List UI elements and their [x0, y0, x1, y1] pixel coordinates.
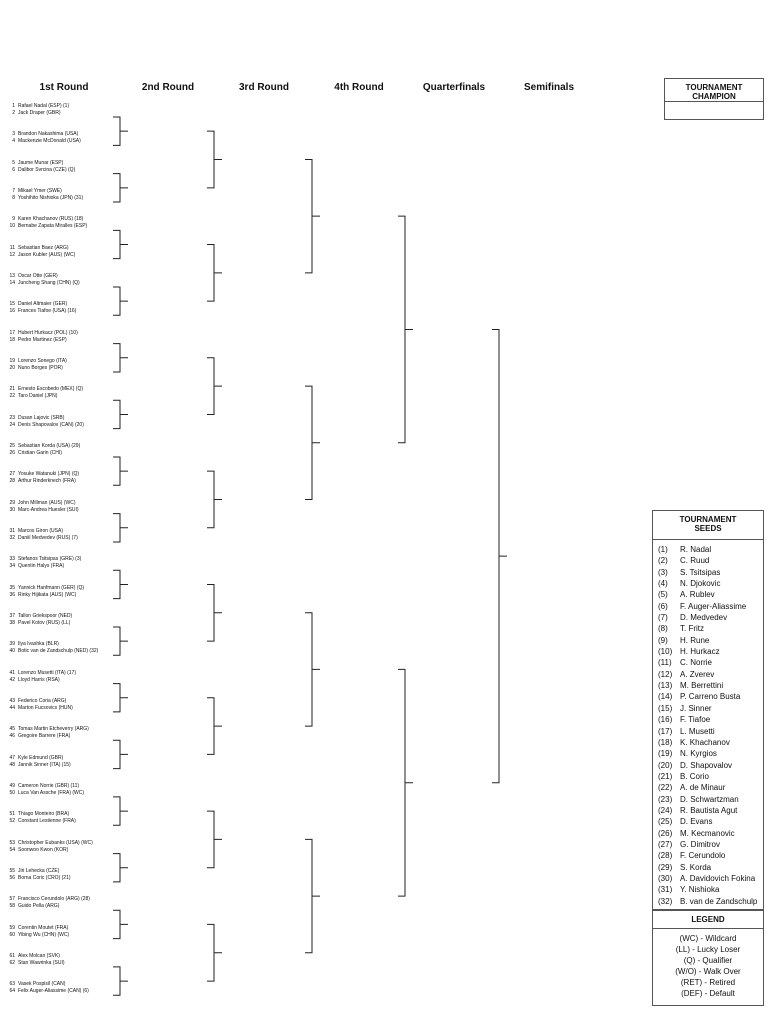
seed-player: K. Khachanov [680, 737, 730, 747]
draw-position: 42 [9, 676, 15, 683]
seed-row [653, 782, 763, 793]
seed-list [653, 540, 763, 907]
seed-player: M. Berrettini [680, 681, 724, 691]
player-name: Tallon Griekspoor (NED) [18, 612, 73, 619]
player-name: Yannick Hanfmann (GER) (Q) [18, 584, 85, 591]
draw-position: 36 [9, 591, 15, 598]
player-name: Yosuke Watanuki (JPN) (Q) [18, 471, 80, 478]
seed-row [653, 635, 763, 646]
round-header-semifinals: Semifinals [523, 82, 575, 93]
legend-item: (WC) - Wildcard [679, 934, 737, 943]
bracket-connector-r1 [113, 740, 128, 768]
bracket-connector-r1 [113, 854, 128, 882]
bracket-connector-r2 [207, 584, 222, 641]
draw-position: 35 [9, 584, 15, 591]
draw-position: 27 [9, 471, 15, 478]
seed-player: D. Evans [680, 817, 713, 827]
bracket-connector-r1 [113, 344, 128, 372]
draw-position: 38 [9, 619, 15, 626]
seed-row [653, 714, 763, 725]
player-name: Corentin Moutet (FRA) [18, 924, 69, 931]
player-name: Alex Molcan (SVK) [18, 952, 60, 959]
draw-position: 15 [9, 301, 15, 308]
draw-position: 47 [9, 754, 15, 761]
seed-player: R. Nadal [680, 545, 712, 554]
seed-number: (13) [658, 681, 673, 691]
seed-number: (19) [658, 749, 673, 759]
seed-player: C. Ruud [680, 556, 710, 566]
player-name: Marcos Giron (USA) [18, 527, 64, 534]
player-name: Stan Wawrinka (SUI) [18, 959, 65, 966]
seed-player: B. Corio [680, 771, 709, 781]
seed-player: R. Bautista Agut [680, 805, 738, 815]
seed-row [653, 862, 763, 873]
player-name: Federico Coria (ARG) [18, 697, 67, 704]
seed-player: N. Djokovic [680, 579, 721, 589]
player-name: Marton Fucsovics (HUN) [18, 704, 73, 711]
player-name: Cristian Garin (CHI) [18, 449, 62, 456]
round-header-2: 2nd Round [141, 82, 195, 93]
seed-row [653, 646, 763, 657]
seed-number: (3) [658, 567, 668, 577]
bracket-connector-r3 [305, 159, 320, 272]
draw-position: 18 [9, 336, 15, 343]
seed-number: (10) [658, 647, 673, 657]
player-name: Bernabe Zapata Miralles (ESP) [18, 223, 88, 230]
bracket-connector-r1 [113, 230, 128, 258]
bracket-connector-r4 [398, 669, 413, 896]
seed-number: (15) [658, 703, 673, 713]
seed-player: B. van de Zandschulp [680, 896, 758, 906]
bracket-connector-r2 [207, 811, 222, 868]
legend-list [653, 929, 763, 999]
seed-row [653, 805, 763, 816]
seed-player: M. Kecmanovic [680, 828, 735, 838]
seed-player: A. Davidovich Fokina [680, 873, 756, 883]
draw-position: 62 [9, 959, 15, 966]
player-name: Daniel Altmaier (GER) [18, 301, 68, 308]
draw-position: 30 [9, 506, 15, 513]
player-name: Jason Kubler (AUS) (WC) [18, 251, 76, 258]
seed-row [653, 601, 763, 612]
player-name: Jack Draper (GBR) [18, 110, 61, 116]
seed-row [653, 816, 763, 827]
draw-position: 37 [9, 612, 15, 619]
seed-row [653, 771, 763, 782]
player-name: Jannik Sinner (ITA) (15) [18, 761, 71, 768]
seed-player: A. Zverev [680, 669, 715, 679]
draw-position: 3 [12, 131, 15, 138]
player-name: Felix Auger-Aliassime (CAN) (6) [18, 988, 89, 995]
seeds-box [652, 510, 764, 910]
seed-number: (28) [658, 851, 673, 861]
draw-position: 29 [9, 499, 15, 506]
seeds-title: TOURNAMENT SEEDS [679, 515, 737, 533]
draw-position: 19 [9, 357, 15, 364]
seed-row [653, 703, 763, 714]
champion-title: TOURNAMENT CHAMPION [685, 83, 743, 101]
seed-row [653, 691, 763, 702]
player-name: Cameron Norrie (GBR) (11) [18, 782, 80, 789]
seed-row [653, 828, 763, 839]
seed-player: G. Dimitrov [680, 839, 720, 849]
player-name: John Millman (AUS) (WC) [18, 499, 76, 506]
draw-position: 11 [9, 244, 15, 251]
bracket-connector-r1 [113, 514, 128, 542]
player-name: Borna Coric (CRO) (21) [18, 874, 71, 881]
seed-row [653, 623, 763, 634]
draw-position: 58 [9, 903, 15, 910]
draw-position: 63 [9, 981, 15, 988]
player-name: Tomas Martin Etcheverry (ARG) [18, 726, 89, 733]
draw-position: 54 [9, 846, 15, 853]
seed-player: A. de Minaur [680, 783, 726, 793]
draw-position: 17 [9, 329, 15, 336]
seed-player: L. Musetti [680, 726, 715, 736]
bracket-connector-r1 [113, 684, 128, 712]
seed-number: (29) [658, 862, 673, 872]
player-name: Lorenzo Sonego (ITA) [18, 357, 67, 364]
seed-player: D. Shapovalov [680, 760, 733, 770]
bracket-connector-r1 [113, 287, 128, 315]
round-header-1: 1st Round [39, 82, 89, 93]
round-header-3: 3rd Round [239, 82, 289, 93]
draw-position: 5 [12, 159, 15, 166]
player-name: Rinky Hijikata (AUS) (WC) [18, 591, 77, 598]
seed-player: Y. Nishioka [680, 885, 720, 895]
champion-box [664, 78, 764, 120]
draw-position: 53 [9, 839, 15, 846]
seed-number: (5) [658, 590, 668, 600]
seed-player: F. Auger-Aliassime [680, 601, 747, 611]
seed-number: (24) [658, 805, 673, 815]
seed-row [653, 567, 763, 578]
seed-row [653, 726, 763, 737]
seed-row [653, 669, 763, 680]
seed-player: D. Medvedev [680, 613, 728, 623]
seed-number: (21) [658, 771, 673, 781]
player-name: Luca Van Assche (FRA) (WC) [18, 789, 85, 796]
player-name: Marc-Andrea Huesler (SUI) [18, 506, 79, 513]
player-name: Brandon Nakashima (USA) [18, 131, 79, 138]
draw-position: 10 [9, 223, 15, 230]
legend-item: (RET) - Retired [680, 978, 736, 987]
seed-number: (4) [658, 579, 668, 589]
seed-row [653, 873, 763, 884]
draw-position: 26 [9, 449, 15, 456]
seed-row [653, 544, 763, 555]
bracket-connector-r1 [113, 174, 128, 202]
bracket-connector-r5 [492, 329, 507, 782]
draw-position: 41 [9, 669, 15, 676]
bracket-connector-r1 [113, 117, 128, 145]
draw-position: 34 [9, 563, 15, 570]
seed-number: (20) [658, 760, 673, 770]
draw-position: 32 [9, 534, 15, 541]
bracket-connector-r1 [113, 797, 128, 825]
bracket-connector-r2 [207, 698, 222, 755]
draw-position: 50 [9, 789, 15, 796]
draw-position: 45 [9, 726, 15, 733]
seed-number: (9) [658, 635, 668, 645]
seed-player: H. Rune [680, 635, 710, 645]
seed-number: (32) [658, 896, 673, 906]
bracket-connector-r3 [305, 386, 320, 499]
seed-row [653, 850, 763, 861]
player-name: Vasek Pospisil (CAN) [18, 981, 66, 988]
bracket-connector-r4 [398, 216, 413, 443]
draw-position: 4 [12, 138, 15, 145]
player-name: Lloyd Harris (RSA) [18, 676, 60, 683]
player-name: Lorenzo Musetti (ITA) (17) [18, 669, 76, 676]
bracket-connector-r2 [207, 924, 222, 981]
player-name: Guido Pella (ARG) [18, 903, 60, 910]
legend-item: (LL) - Lucky Loser [675, 945, 741, 954]
draw-position: 61 [9, 952, 15, 959]
player-name: Daniil Medvedev (RUS) (7) [18, 534, 78, 541]
player-name: Stefanos Tsitsipas (GRE) (3) [18, 556, 82, 563]
player-name: Yibing Wu (CHN) (WC) [18, 931, 70, 938]
player-name: Ernesto Escobedo (MEX) (Q) [18, 386, 84, 393]
draw-position: 2 [12, 110, 15, 116]
seed-row [653, 794, 763, 805]
seed-player: P. Carreno Busta [680, 692, 741, 702]
bracket-connector-r2 [207, 471, 222, 528]
legend-item: (DEF) - Default [681, 989, 735, 998]
round-header-4: 4th Round [334, 82, 384, 93]
draw-position: 25 [9, 442, 15, 449]
seed-number: (7) [658, 613, 668, 623]
player-name: Mackenzie McDonald (USA) [18, 138, 81, 145]
draw-position: 57 [9, 896, 15, 903]
draw-position: 1 [12, 103, 15, 109]
legend-item: (W/O) - Walk Over [675, 967, 741, 976]
player-name: Jiri Lehecka (CZE) [18, 867, 60, 874]
draw-position: 9 [12, 216, 15, 223]
champion-name [665, 102, 763, 113]
player-name: Quentin Halys (FRA) [18, 563, 65, 570]
seed-row [653, 612, 763, 623]
draw-position: 43 [9, 697, 15, 704]
seed-number: (12) [658, 669, 673, 679]
legend-item: (Q) - Qualifier [683, 956, 733, 965]
seed-row [653, 737, 763, 748]
player-name: Nuno Borges (POR) [18, 364, 63, 371]
seed-number: (6) [658, 601, 668, 611]
draw-position: 39 [9, 641, 15, 648]
seed-number: (16) [658, 715, 673, 725]
seed-row [653, 884, 763, 895]
draw-position: 51 [9, 811, 15, 818]
draw-position: 22 [9, 393, 15, 400]
draw-position: 20 [9, 364, 15, 371]
player-name: Karen Khachanov (RUS) (18) [18, 216, 84, 223]
draw-position: 14 [9, 279, 15, 286]
draw-position: 23 [9, 414, 15, 421]
seed-row [653, 839, 763, 850]
draw-position: 44 [9, 704, 15, 711]
draw-position: 48 [9, 761, 15, 768]
player-name: Sebastian Baez (ARG) [18, 244, 69, 251]
player-name: Taro Daniel (JPN) [18, 393, 58, 400]
seed-player: N. Kyrgios [680, 749, 717, 759]
player-name: Hubert Hurkacz (POL) (10) [18, 329, 78, 336]
player-name: Dusan Lajovic (SRB) [18, 414, 65, 421]
seed-row [653, 760, 763, 771]
bracket-connector-r1 [113, 910, 128, 938]
seed-row [653, 589, 763, 600]
bracket-connector-r1 [113, 570, 128, 598]
draw-position: 59 [9, 924, 15, 931]
draw-position: 12 [9, 251, 15, 258]
draw-position: 33 [9, 556, 15, 563]
seed-number: (25) [658, 817, 673, 827]
player-name: Frances Tiafoe (USA) (16) [18, 308, 77, 315]
seed-number: (22) [658, 783, 673, 793]
seed-number: (14) [658, 692, 673, 702]
player-name: Jaume Munar (ESP) [18, 159, 64, 166]
player-name: Dalibor Svrcina (CZE) (Q) [18, 166, 76, 173]
bracket-connector-r2 [207, 244, 222, 301]
player-name: Mikael Ymer (SWE) [18, 187, 62, 194]
seed-player: H. Hurkacz [680, 647, 720, 657]
draw-position: 40 [9, 648, 15, 655]
seed-number: (26) [658, 828, 673, 838]
player-name: Denis Shapovalov (CAN) (20) [18, 421, 84, 428]
seed-number: (8) [658, 624, 668, 634]
player-name: Christopher Eubanks (USA) (WC) [18, 839, 93, 846]
seed-player: S. Korda [680, 862, 712, 872]
draw-position: 8 [12, 194, 15, 201]
seed-player: F. Cerundolo [680, 851, 726, 861]
player-name: Constant Lestienne (FRA) [18, 818, 76, 825]
seed-player: D. Schwartzman [680, 794, 739, 804]
legend-title: LEGEND [691, 915, 725, 924]
bracket-connector-r1 [113, 627, 128, 655]
player-name: Yoshihito Nishioka (JPN) (31) [18, 194, 84, 201]
draw-position: 7 [12, 187, 15, 194]
draw-position: 55 [9, 867, 15, 874]
player-name: Thiago Monteiro (BRA) [18, 811, 70, 818]
seed-row [653, 555, 763, 566]
seed-row [653, 578, 763, 589]
draw-position: 52 [9, 818, 15, 825]
seed-row [653, 748, 763, 759]
seed-number: (11) [658, 658, 672, 668]
seed-row [653, 896, 763, 907]
player-name: Pavel Kotov (RUS) (LL) [18, 619, 71, 626]
seed-number: (1) [658, 545, 668, 554]
player-name: Rafael Nadal (ESP) (1) [18, 103, 70, 109]
player-name: Botic van de Zandschulp (NED) (32) [18, 648, 99, 655]
draw-position: 49 [9, 782, 15, 789]
player-name: Kyle Edmund (GBR) [18, 754, 64, 761]
draw-position: 31 [9, 527, 15, 534]
draw-position: 28 [9, 478, 15, 485]
seed-player: F. Tiafoe [680, 715, 711, 725]
bracket-connector-r2 [207, 358, 222, 415]
draw-position: 21 [9, 386, 15, 393]
seed-number: (30) [658, 873, 673, 883]
seed-number: (23) [658, 794, 673, 804]
seed-number: (18) [658, 737, 673, 747]
draw-position: 56 [9, 874, 15, 881]
seed-row [653, 657, 763, 668]
seed-player: C. Norrie [680, 658, 713, 668]
seed-number: (27) [658, 839, 673, 849]
player-name: Sebastian Korda (USA) (29) [18, 442, 81, 449]
player-name: Oscar Otte (GER) [18, 272, 58, 279]
draw-position: 13 [9, 272, 15, 279]
draw-position: 46 [9, 733, 15, 740]
player-name: Juncheng Shang (CHN) (Q) [18, 279, 80, 286]
seed-player: J. Sinner [680, 703, 712, 713]
draw-position: 16 [9, 308, 15, 315]
seed-number: (17) [658, 726, 673, 736]
draw-position: 24 [9, 421, 15, 428]
legend-box [652, 910, 764, 1006]
player-name: Pedro Martinez (ESP) [18, 336, 67, 343]
seed-number: (31) [658, 885, 673, 895]
bracket-connector-r3 [305, 613, 320, 726]
bracket-connector-r1 [113, 967, 128, 995]
seed-player: A. Rublev [680, 590, 715, 600]
player-name: Gregoire Barrere (FRA) [18, 733, 71, 740]
seed-number: (2) [658, 556, 668, 566]
bracket-connector-r1 [113, 400, 128, 428]
draw-position: 64 [9, 988, 15, 995]
seed-player: T. Fritz [680, 624, 704, 634]
player-name: Soonwoo Kwon (KOR) [18, 846, 69, 853]
bracket-connector-r2 [207, 131, 222, 188]
player-name: Ilya Ivashka (BLR) [18, 641, 59, 648]
player-name: Arthur Rinderknech (FRA) [18, 478, 76, 485]
draw-position: 60 [9, 931, 15, 938]
seed-row [653, 680, 763, 691]
bracket-connector-r3 [305, 839, 320, 952]
bracket-connector-r1 [113, 457, 128, 485]
draw-position: 6 [12, 166, 15, 173]
round-header-quarterfinals: Quarterfinals [422, 82, 486, 93]
seed-player: S. Tsitsipas [680, 567, 721, 577]
player-name: Francisco Cerundolo (ARG) (28) [18, 896, 90, 903]
